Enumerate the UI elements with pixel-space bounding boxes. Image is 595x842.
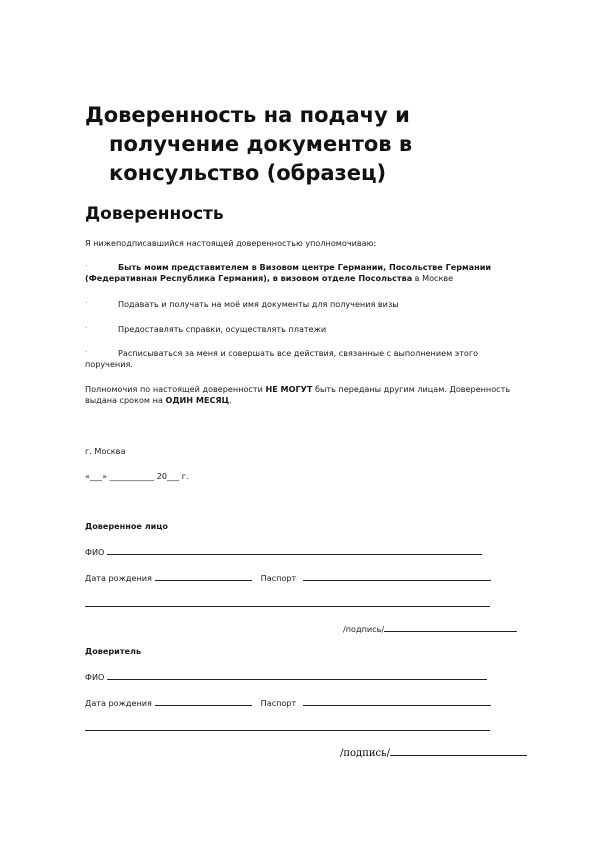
bullet-normal-part: в Москве	[412, 273, 454, 283]
blank-line	[85, 598, 490, 607]
principal-dob-passport-row	[85, 697, 491, 709]
title-line-3: консульство (образец)	[109, 161, 387, 185]
fio-blank-line	[107, 546, 482, 555]
list-item-text: Подавать и получать на моё имя документы для получения визы	[118, 299, 399, 309]
title-line-2: получение документов в	[109, 132, 413, 156]
signature-label: /подпись/	[340, 748, 390, 759]
dob-blank-line	[155, 572, 252, 581]
principal-extra-line	[85, 722, 490, 734]
dob-label: Дата рождения	[85, 573, 152, 583]
bullet-bold-part-1: Быть моим представителем в Визовом центре Германии, Посольстве Германии	[118, 262, 492, 272]
list-item-text	[85, 348, 545, 370]
principal-signature-field	[340, 745, 527, 760]
signature-blank-line	[384, 623, 517, 632]
power-text-1: Полномочия по настоящей доверенности	[85, 384, 266, 394]
signature-blank-line	[390, 745, 527, 756]
dob-label: Дата рождения	[85, 698, 152, 708]
intro-text: Я нижеподписавшийся настоящей доверенностью уполномочиваю:	[85, 238, 377, 248]
bullet-line-2: поручения.	[85, 359, 133, 369]
fio-label: ФИО	[85, 672, 105, 682]
bullet-marker: ·	[85, 299, 88, 307]
blank-line	[85, 722, 490, 731]
signature-label: /подпись/	[343, 624, 385, 634]
list-item	[85, 262, 545, 284]
trustee-fio-field	[85, 546, 482, 558]
principal-fio-field	[85, 671, 487, 683]
passport-blank-line	[303, 697, 491, 706]
passport-label: Паспорт	[260, 573, 297, 583]
list-item	[85, 299, 545, 310]
power-text-2: быть переданы другим лицам. Доверенность	[312, 384, 511, 394]
document-heading: Доверенность	[85, 204, 224, 224]
fio-label: ФИО	[85, 547, 105, 557]
dob-blank-line	[155, 697, 252, 706]
principal-heading: Доверитель	[85, 646, 142, 656]
page-title	[85, 101, 535, 188]
trustee-heading: Доверенное лицо	[85, 521, 168, 531]
fio-blank-line	[107, 671, 487, 680]
date-line: «___» ___________ 20___ г.	[85, 471, 189, 481]
list-item-text	[85, 262, 545, 284]
passport-label: Паспорт	[260, 698, 297, 708]
list-item	[85, 324, 545, 335]
power-bold-2: ОДИН МЕСЯЦ	[165, 395, 230, 405]
list-item	[85, 348, 545, 370]
city-line: г. Москва	[85, 446, 126, 456]
trustee-extra-line	[85, 598, 490, 610]
power-text-3: выдана сроком на	[85, 395, 166, 405]
bullet-marker: ·	[85, 348, 88, 356]
powers-paragraph	[85, 384, 555, 406]
title-line-1: Доверенность на подачу и	[85, 103, 410, 127]
trustee-dob-passport-row	[85, 572, 491, 584]
bullet-marker: ·	[85, 262, 88, 270]
bullet-bold-part-2: (Федеративная Республика Германия), в визовом отделе Посольства	[85, 273, 413, 283]
bullet-line-1: Расписываться за меня и совершать все действия, связанные с выполнением этого	[118, 348, 479, 358]
bullet-marker: ·	[85, 324, 88, 332]
list-item-text: Предоставлять справки, осуществлять платежи	[118, 324, 327, 334]
power-text-4: .	[229, 395, 232, 405]
trustee-signature-field	[343, 623, 517, 635]
power-bold-1: НЕ МОГУТ	[265, 384, 313, 394]
passport-blank-line	[303, 572, 491, 581]
